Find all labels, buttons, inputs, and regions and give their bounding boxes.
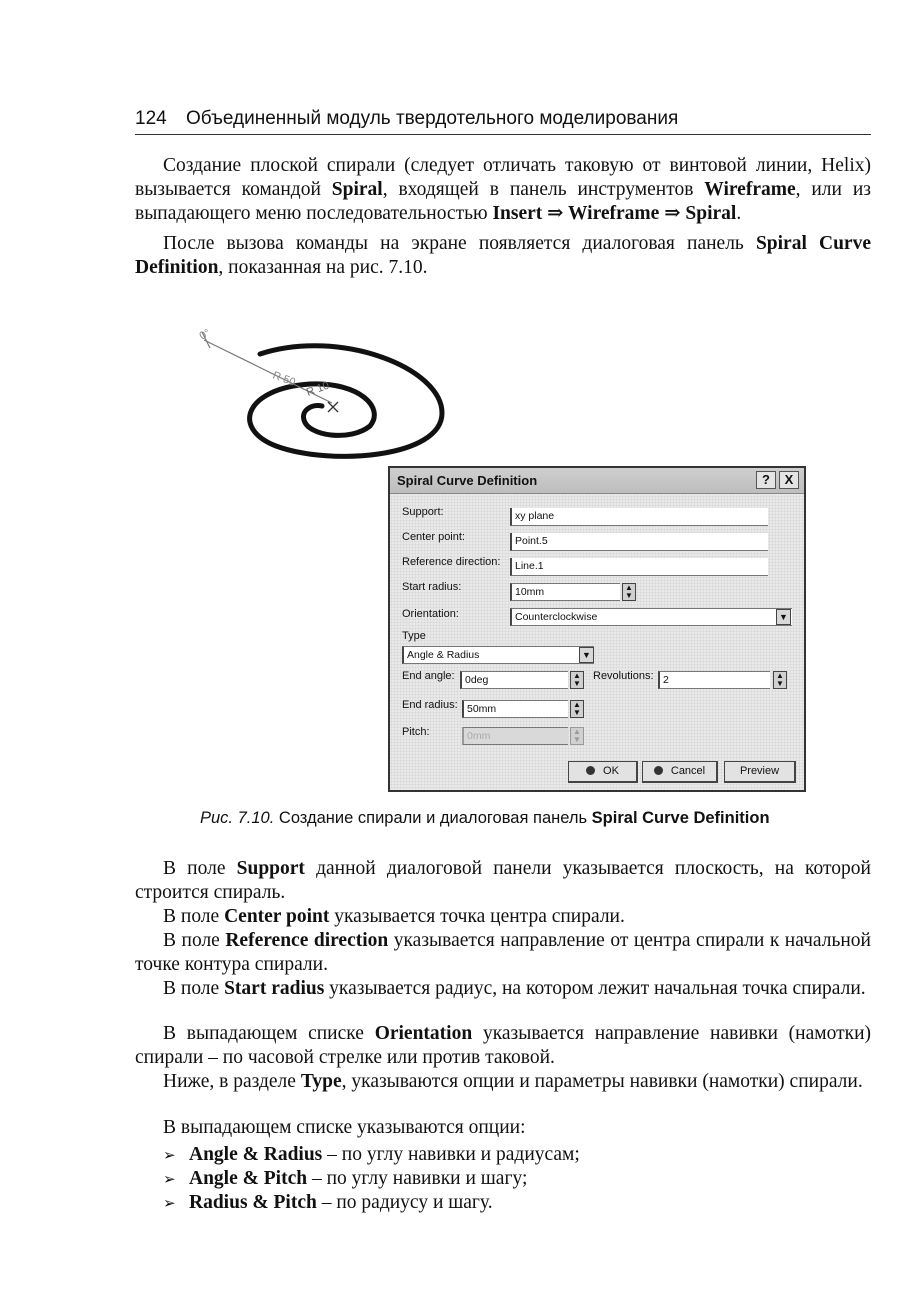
type-dropdown-icon[interactable]: ▼ — [579, 647, 594, 663]
type-select[interactable]: Angle & Radius — [402, 646, 594, 664]
body-paragraph-options: В выпадающем списке указываются опции: — [163, 1117, 526, 1138]
start-radius-spinner[interactable]: ▲ ▼ — [622, 583, 636, 601]
page-header — [135, 104, 871, 135]
body-paragraph-refdir: В поле Reference direction указывается направление от центра спирали к начальной точке контура спирали. — [135, 930, 871, 975]
end-radius-input[interactable]: 50mm — [462, 700, 568, 718]
list-item: ➢ Radius & Pitch – по радиусу и шагу. — [163, 1192, 493, 1213]
list-item: ➢ Angle & Radius – по углу навивки и радиусам; — [163, 1144, 580, 1165]
body-paragraph-support: В поле Support данной диалоговой панели указывается плоскость, на которой строится спираль. — [135, 858, 871, 903]
chapter-title: Объединенный модуль твердотельного моделирования — [185, 108, 679, 129]
figure-caption: Рис. 7.10. Создание спирали и диалоговая панель Spiral Curve Definition — [200, 809, 770, 827]
list-item: ➢ Angle & Pitch – по углу навивки и шагу; — [163, 1168, 528, 1189]
ok-button[interactable]: OK — [568, 761, 638, 783]
close-button[interactable]: X — [779, 471, 799, 489]
center-point-icon — [328, 402, 338, 412]
dialog-titlebar[interactable] — [390, 468, 804, 494]
center-point-input[interactable]: Point.5 — [510, 533, 768, 551]
orientation-dropdown-icon[interactable]: ▼ — [776, 609, 791, 625]
end-angle-spinner[interactable]: ▲ ▼ — [570, 671, 584, 689]
orientation-select[interactable]: Counterclockwise — [510, 608, 792, 626]
type-section-label: Type — [402, 630, 426, 642]
help-button[interactable]: ? — [756, 471, 776, 489]
start-radius-input[interactable]: 10mm — [510, 583, 620, 601]
end-angle-label: End angle: — [402, 670, 455, 682]
start-radius-label: Start radius: — [402, 581, 462, 593]
center-point-label: Center point: — [402, 531, 465, 543]
support-input[interactable]: xy plane — [510, 508, 768, 526]
spiral-curve — [250, 346, 442, 457]
support-label: Support: — [402, 506, 444, 518]
revolutions-input[interactable]: 2 — [658, 671, 770, 689]
preview-button[interactable]: Preview — [724, 761, 796, 783]
body-paragraph-center: В поле Center point указывается точка центра спирали. — [163, 906, 625, 927]
center-radius-label: R 10 — [304, 379, 331, 399]
dialog-title: Spiral Curve Definition — [397, 473, 538, 488]
options-list — [163, 1143, 580, 1215]
cancel-icon — [654, 766, 663, 775]
body-paragraph-start-radius: В поле Start radius указывается радиус, на котором лежит начальная точка спирали. — [163, 978, 866, 999]
spiral-figure — [180, 318, 450, 468]
end-radius-label: End radius: — [402, 699, 458, 711]
spiral-curve-dialog — [388, 466, 806, 792]
revolutions-spinner[interactable]: ▲ ▼ — [773, 671, 787, 689]
page-number: 124 — [135, 108, 167, 129]
pitch-input: 0mm — [462, 727, 568, 745]
intro-paragraph-2: После вызова команды на экране появляется диалоговая панель Spiral Curve Definition, показанная на рис. 7.10. — [135, 233, 871, 278]
arrow-bullet-icon: ➢ — [163, 1194, 176, 1212]
radius-label: R 50 — [270, 369, 297, 389]
orientation-label: Orientation: — [402, 608, 459, 620]
body-paragraph-type: Ниже, в разделе Type, указываются опции и параметры навивки (намотки) спирали. — [163, 1071, 863, 1092]
arrow-bullet-icon: ➢ — [163, 1170, 176, 1188]
revolutions-label: Revolutions: — [593, 670, 654, 682]
reference-direction-input[interactable]: Line.1 — [510, 558, 768, 576]
ok-icon — [586, 766, 595, 775]
body-paragraph-orientation: В выпадающем списке Orientation указывается направление навивки (намотки) спирали – по часовой стрелке или против таковой. — [135, 1023, 872, 1068]
pitch-label: Pitch: — [402, 726, 430, 738]
reference-direction-label: Reference direction: — [402, 556, 501, 568]
end-radius-spinner[interactable]: ▲ ▼ — [570, 700, 584, 718]
cancel-button[interactable]: Cancel — [642, 761, 718, 783]
end-angle-input[interactable]: 0deg — [460, 671, 568, 689]
angle-label: 0° — [197, 326, 213, 343]
pitch-spinner: ▲ ▼ — [570, 727, 584, 745]
intro-paragraph-1: Создание плоской спирали (следует отличать таковую от винтовой линии, Helix) вызывается командой Spiral, входящей в панель инструментов Wireframe, или из выпадающего меню последовательностью Insert ⇒ Wireframe ⇒ Spiral. — [135, 155, 871, 224]
arrow-bullet-icon: ➢ — [163, 1146, 176, 1164]
